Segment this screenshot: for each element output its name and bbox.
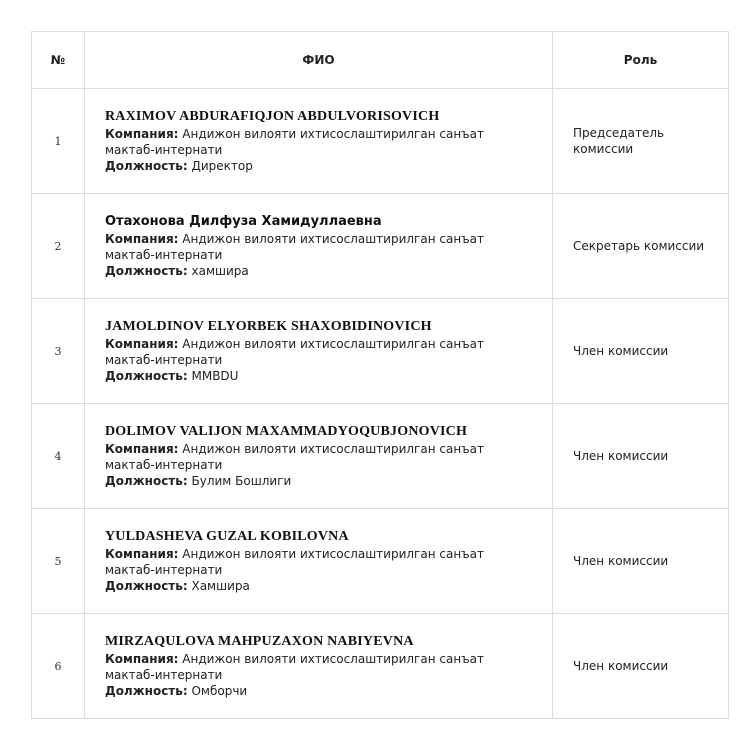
company-value: Андижон вилояти ихтисослаштирилган санъат мактаб-интернати <box>105 442 484 472</box>
member-company <box>105 651 532 683</box>
position-value: хамшира <box>191 264 249 278</box>
member-role: Секретарь комиссии <box>553 194 729 299</box>
company-label: Компания: <box>105 337 179 351</box>
position-value: Директор <box>191 159 253 173</box>
company-label: Компания: <box>105 127 179 141</box>
member-name: Отахонова Дилфуза Хамидуллаевна <box>105 214 382 229</box>
member-position <box>105 368 532 384</box>
member-position <box>105 263 532 279</box>
member-role: Член комиссии <box>553 614 729 719</box>
row-number: 1 <box>32 89 85 194</box>
position-value: Омборчи <box>191 684 248 698</box>
header-number: № <box>32 32 85 89</box>
table-row <box>32 509 729 614</box>
member-position <box>105 578 532 594</box>
member-name: MIRZAQULOVA MAHPUZAXON NABIYEVNA <box>105 634 414 649</box>
company-value: Андижон вилояти ихтисослаштирилган санъат мактаб-интернати <box>105 232 484 262</box>
member-position <box>105 158 532 174</box>
company-label: Компания: <box>105 442 179 456</box>
company-value: Андижон вилояти ихтисослаштирилган санъат мактаб-интернати <box>105 127 484 157</box>
row-number: 6 <box>32 614 85 719</box>
row-number: 5 <box>32 509 85 614</box>
member-name: YULDASHEVA GUZAL KOBILOVNA <box>105 529 349 544</box>
table-row <box>32 89 729 194</box>
company-value: Андижон вилояти ихтисослаштирилган санъат мактаб-интернати <box>105 652 484 682</box>
member-info <box>85 299 553 404</box>
company-label: Компания: <box>105 652 179 666</box>
row-number: 3 <box>32 299 85 404</box>
member-position <box>105 683 532 699</box>
position-label: Должность: <box>105 159 188 173</box>
member-role: Член комиссии <box>553 404 729 509</box>
company-value: Андижон вилояти ихтисослаштирилган санъат мактаб-интернати <box>105 547 484 577</box>
position-label: Должность: <box>105 579 188 593</box>
member-company <box>105 126 532 158</box>
member-info <box>85 614 553 719</box>
member-company <box>105 336 532 368</box>
position-label: Должность: <box>105 684 188 698</box>
commission-table <box>31 31 729 719</box>
position-label: Должность: <box>105 474 188 488</box>
position-label: Должность: <box>105 369 188 383</box>
header-fio: ФИО <box>85 32 553 89</box>
member-name: RAXIMOV ABDURAFIQJON ABDULVORISOVICH <box>105 109 440 124</box>
position-value: Булим Бошлиги <box>191 474 292 488</box>
member-position <box>105 473 532 489</box>
row-number: 4 <box>32 404 85 509</box>
member-name: DOLIMOV VALIJON MAXAMMADYOQUBJONOVICH <box>105 424 468 439</box>
member-info <box>85 404 553 509</box>
member-company <box>105 546 532 578</box>
member-name: JAMOLDINOV ELYORBEK SHAXOBIDINOVICH <box>105 319 432 334</box>
member-role: Председатель комиссии <box>553 89 729 194</box>
member-company <box>105 441 532 473</box>
company-label: Компания: <box>105 547 179 561</box>
member-info <box>85 194 553 299</box>
position-label: Должность: <box>105 264 188 278</box>
member-info <box>85 509 553 614</box>
table-header-row <box>32 32 729 89</box>
position-value: MMBDU <box>191 369 239 383</box>
table-row <box>32 614 729 719</box>
member-role: Член комиссии <box>553 299 729 404</box>
row-number: 2 <box>32 194 85 299</box>
table-row <box>32 404 729 509</box>
member-role: Член комиссии <box>553 509 729 614</box>
member-info <box>85 89 553 194</box>
company-value: Андижон вилояти ихтисослаштирилган санъат мактаб-интернати <box>105 337 484 367</box>
member-company <box>105 231 532 263</box>
table-row <box>32 299 729 404</box>
header-role: Роль <box>553 32 729 89</box>
position-value: Хамшира <box>191 579 250 593</box>
company-label: Компания: <box>105 232 179 246</box>
table-row <box>32 194 729 299</box>
